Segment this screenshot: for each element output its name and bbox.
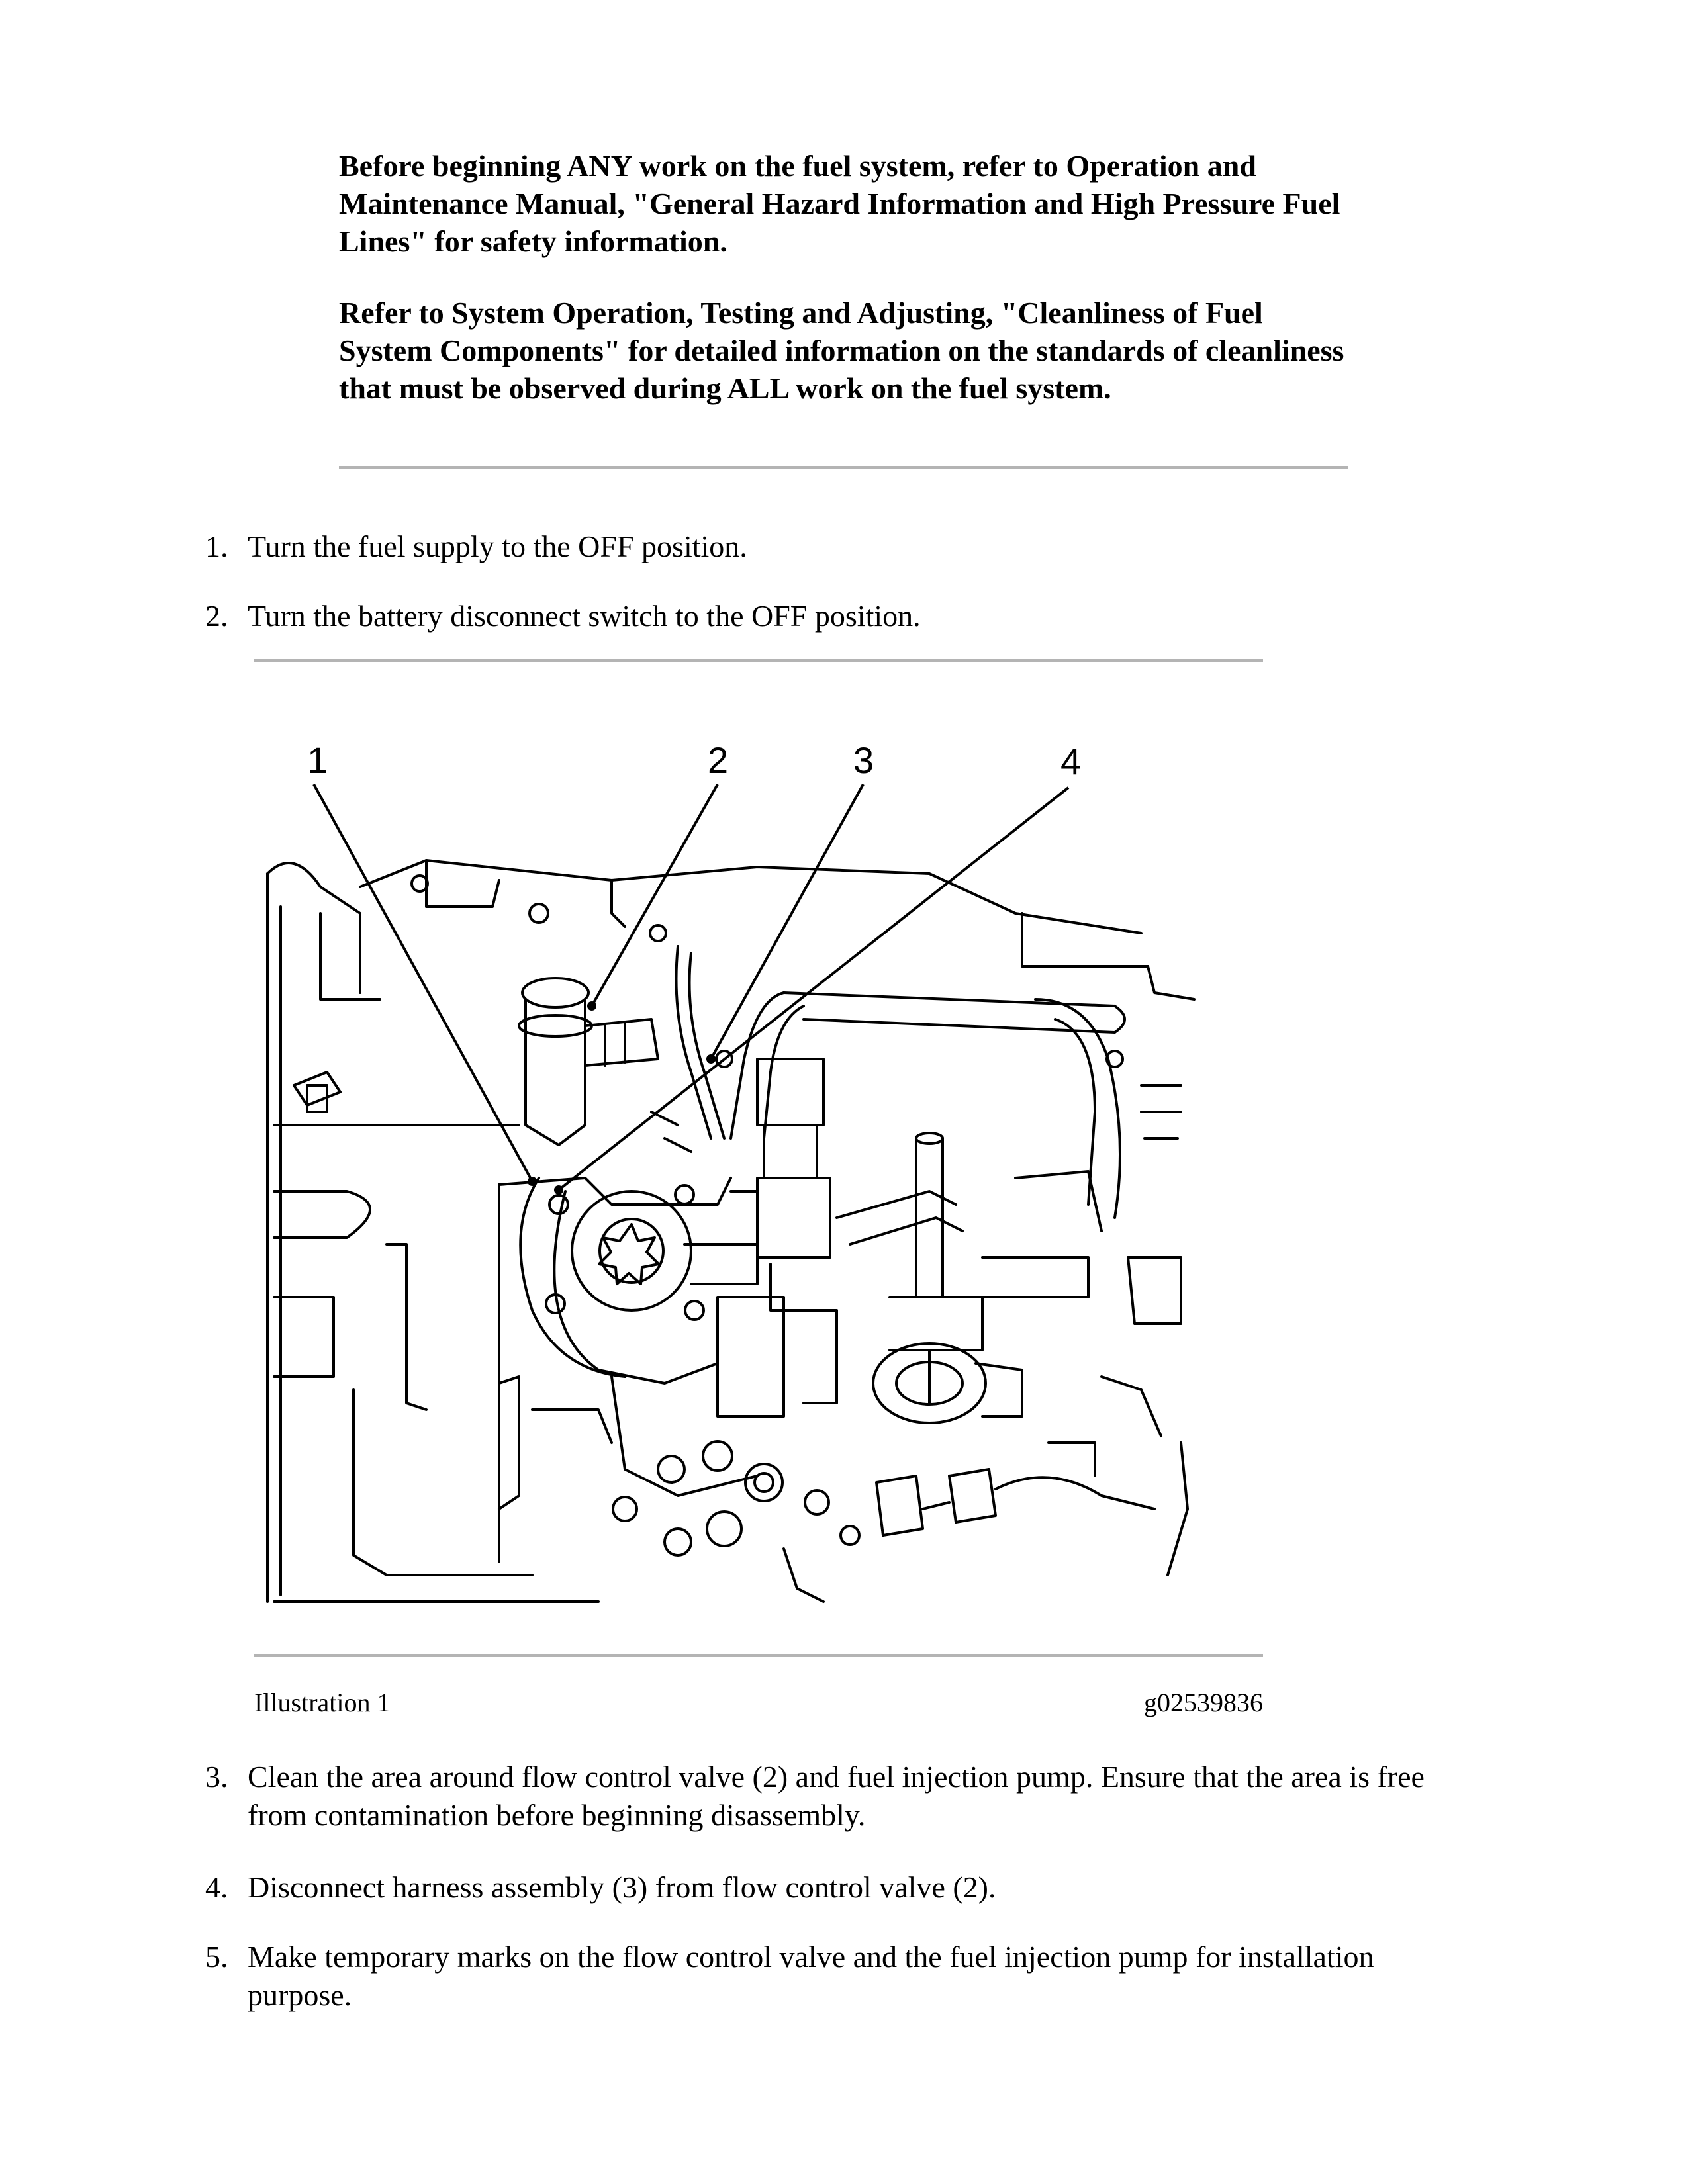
callout-4: 4 bbox=[1060, 741, 1082, 782]
divider bbox=[254, 659, 1263, 662]
list-item bbox=[205, 1938, 1483, 2015]
step-text: Turn the fuel supply to the OFF position. bbox=[248, 529, 747, 563]
safety-warning: Before beginning ANY work on the fuel system, refer to Operation and Maintenance Manual, "General Hazard Information and High Pressure Fuel Lines" for safety information. bbox=[339, 149, 1340, 258]
illustration-label: Illustration 1 bbox=[254, 1688, 391, 1717]
step-number: 5. bbox=[205, 1940, 228, 1974]
list-item bbox=[205, 1868, 1483, 1907]
engine-illustration bbox=[254, 715, 1263, 1628]
step-number: 4. bbox=[205, 1870, 228, 1904]
step-number: 2. bbox=[205, 599, 228, 633]
callout-2: 2 bbox=[708, 739, 729, 781]
callout-3: 3 bbox=[853, 739, 874, 781]
step-text: Make temporary marks on the flow control valve and the fuel injection pump for installation purpose. bbox=[248, 1940, 1374, 2012]
list-item bbox=[205, 597, 1483, 635]
step-text: Clean the area around flow control valve (2) and fuel injection pump. Ensure that the area is free from contamination before beginning disassembly. bbox=[248, 1760, 1425, 1832]
list-item bbox=[205, 1758, 1483, 1835]
step-number: 1. bbox=[205, 529, 228, 563]
step-text: Turn the battery disconnect switch to the OFF position. bbox=[248, 599, 921, 633]
step-text: Disconnect harness assembly (3) from flow control valve (2). bbox=[248, 1870, 996, 1904]
divider bbox=[339, 466, 1348, 469]
callout-1: 1 bbox=[307, 739, 328, 781]
list-item bbox=[205, 527, 1483, 566]
divider bbox=[254, 1654, 1263, 1657]
step-number: 3. bbox=[205, 1760, 228, 1794]
cleanliness-warning: Refer to System Operation, Testing and Adjusting, "Cleanliness of Fuel System Components" for detailed information on the standards of cleanliness that must be observed during ALL work on the fuel system. bbox=[339, 296, 1344, 405]
illustration-id: g02539836 bbox=[1144, 1688, 1263, 1717]
